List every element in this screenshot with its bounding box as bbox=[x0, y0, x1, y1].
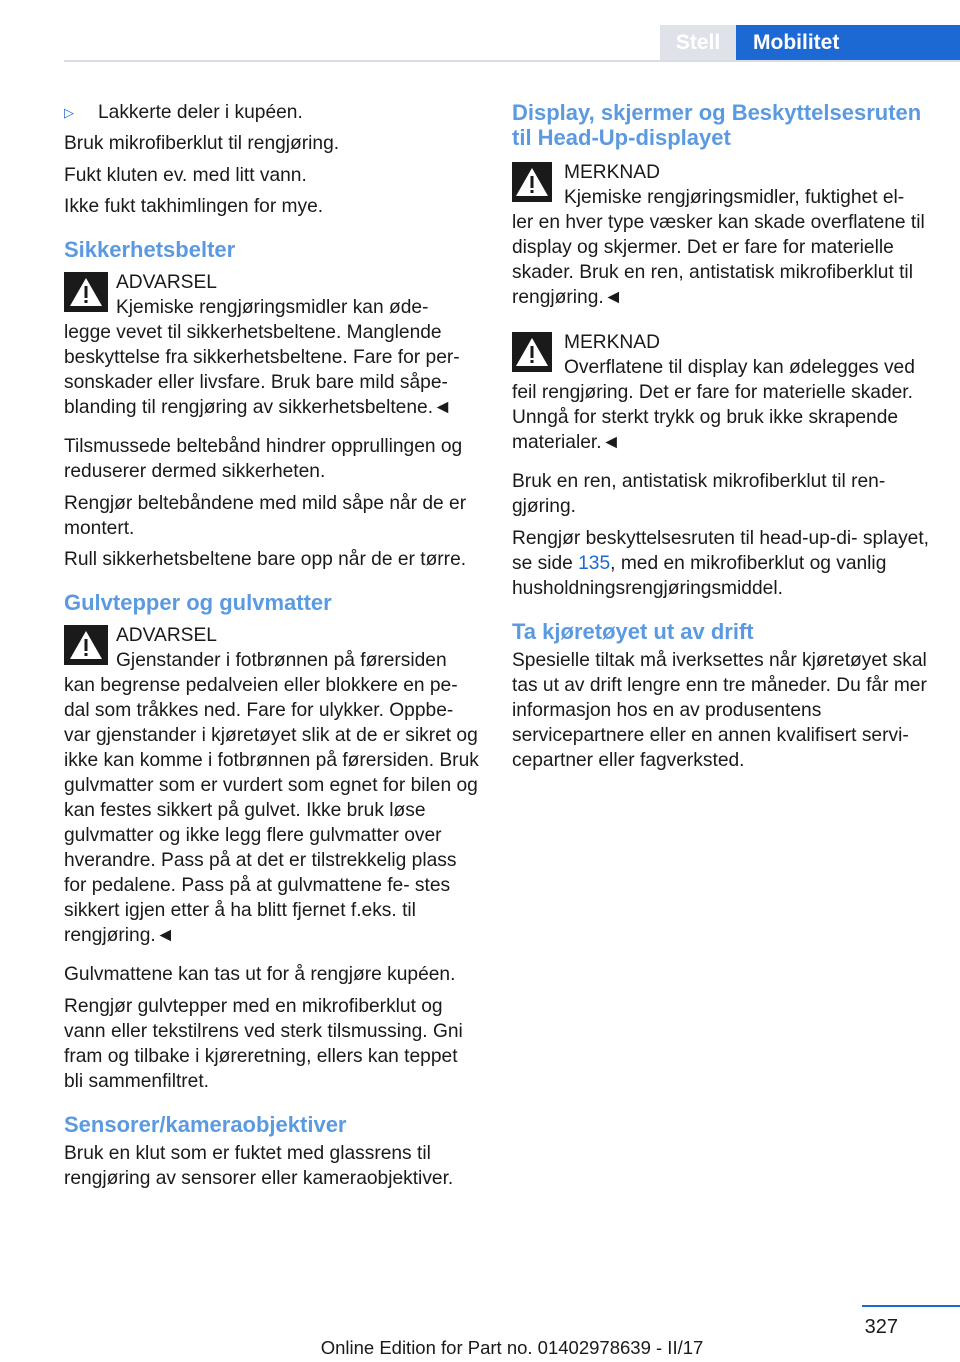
footer-edition: Online Edition for Part no. 01402978639 - II/17 bbox=[320, 1337, 704, 1358]
warning-block bbox=[64, 623, 480, 948]
paragraph: Rengjør gulvtepper med en mikrofiberklut og vann eller tekstilrens ved sterk tilsmussing. Gni fram og tilbake i kjøreretning, ellers kan teppet bli sammenfiltret. bbox=[64, 995, 463, 1092]
warning-text: kan begrense pedalveien eller blokkere en pe- dal som tråkkes ned. Fare for ulykker. Oppbe- var gjenstander i kjøretøyet slik at de er sikret og ikke kan komme i fotbrønnen på førersiden. Bruk gulvmatter som er vurdert som egnet for bilen og kan festes sikkert på gulvet. Ikke bruk løse gulvmatter og ikke legg flere gulvmatter over hverandre. Pass på at det er tilstrekkelig plass for pedalene. Pass på at gulvmattene fe- stes sikkert igjen etter å ha blitt fjernet f.eks. til rengjøring.◄ bbox=[64, 675, 479, 946]
notice-text-first: Overflatene til display kan ødelegges ved bbox=[564, 357, 915, 378]
list-item-text: Lakkerte deler i kupéen. bbox=[98, 102, 303, 123]
warning-label: ADVARSEL bbox=[116, 272, 217, 293]
paragraph: Fukt kluten ev. med litt vann. bbox=[64, 164, 307, 186]
warning-text-first: Gjenstander i fotbrønnen på førersiden bbox=[116, 650, 447, 671]
warning-icon bbox=[512, 332, 564, 376]
paragraph: Bruk mikrofiberklut til rengjøring. bbox=[64, 133, 340, 154]
header-divider bbox=[64, 60, 960, 62]
list-item bbox=[64, 100, 480, 125]
paragraph: Spesielle tiltak må iverksettes når kjøretøyet skal tas ut av drift lengre enn tre måneder. Du får mer informasjon hos en av produsentens servicepartnere eller en annen kvalifisert servi- cepartner eller fagverksted. bbox=[512, 649, 927, 771]
paragraph: Ikke fukt takhimlingen for mye. bbox=[64, 196, 324, 217]
tab-stell[interactable]: Stell bbox=[660, 25, 736, 61]
notice-block bbox=[512, 330, 930, 455]
section-heading-ta-ut-av-drift: Ta kjøretøyet ut av drift bbox=[512, 618, 754, 644]
paragraph: Rull sikkerhetsbeltene bare opp når de er tørre. bbox=[64, 549, 467, 570]
notice-text: feil rengjøring. Det er fare for materielle skader. Unngå for sterkt trykk og bruk ikke skrapende materialer.◄ bbox=[512, 382, 913, 453]
paragraph-text: , med en mikrofiberklut og vanlig husholdningsrengjøringsmiddel. bbox=[512, 552, 887, 599]
paragraph-text: Rengjør beskyttelsesruten til head-up-di- splayet, se side bbox=[512, 527, 929, 574]
warning-block bbox=[64, 270, 480, 420]
section-heading-sikkerhetsbelter: Sikkerhetsbelter bbox=[64, 237, 236, 262]
page-number: 327 bbox=[864, 1316, 898, 1338]
section-heading-sensorer: Sensorer/kameraobjektiver bbox=[64, 1111, 347, 1137]
warning-icon bbox=[64, 272, 116, 316]
right-column bbox=[512, 100, 930, 779]
section-heading-gulvtepper: Gulvtepper og gulvmatter bbox=[64, 590, 332, 615]
warning-text-first: Kjemiske rengjøringsmidler kan øde- bbox=[116, 297, 429, 318]
left-column bbox=[64, 100, 480, 1197]
notice-label: MERKNAD bbox=[564, 332, 660, 353]
notice-label: MERKNAD bbox=[564, 162, 660, 183]
warning-icon bbox=[64, 625, 116, 669]
paragraph: Bruk en ren, antistatisk mikrofiberklut til ren- gjøring. bbox=[512, 471, 886, 517]
paragraph: Tilsmussede beltebånd hindrer opprullingen og reduserer dermed sikkerheten. bbox=[64, 436, 463, 482]
page-number-rule bbox=[862, 1305, 960, 1307]
page-header bbox=[0, 0, 960, 62]
triangle-bullet-icon: ▷ bbox=[64, 105, 74, 120]
warning-icon bbox=[512, 162, 564, 206]
tab-mobilitet[interactable]: Mobilitet bbox=[736, 25, 960, 61]
notice-block bbox=[512, 160, 930, 310]
warning-label: ADVARSEL bbox=[116, 625, 217, 646]
warning-text: legge vevet til sikkerhetsbeltene. Manglende beskyttelse fra sikkerhetsbeltene. Fare for per- sonskader eller livsfare. Bruk bare mild såpe- blanding til rengjøring av sikkerhetsbeltene.◄ bbox=[64, 322, 460, 418]
section-heading-display: Display, skjermer og Beskyttelsesruten til Head-Up-displayet bbox=[512, 100, 922, 150]
paragraph: Rengjør beltebåndene med mild såpe når de er montert. bbox=[64, 492, 467, 539]
paragraph: Gulvmattene kan tas ut for å rengjøre kupéen. bbox=[64, 964, 456, 985]
paragraph: Bruk en klut som er fuktet med glassrens til rengjøring av sensorer eller kameraobjektiver. bbox=[64, 1142, 454, 1189]
notice-text: ler en hver type væsker kan skade overflatene til display og skjermer. Det er fare for materielle skader. Bruk en ren, antistatisk mikrofiberklut til rengjøring.◄ bbox=[512, 212, 925, 308]
paragraph-with-link bbox=[512, 526, 930, 601]
page-reference-link[interactable]: 135 bbox=[578, 552, 611, 574]
notice-text-first: Kjemiske rengjøringsmidler, fuktighet el- bbox=[564, 187, 905, 208]
